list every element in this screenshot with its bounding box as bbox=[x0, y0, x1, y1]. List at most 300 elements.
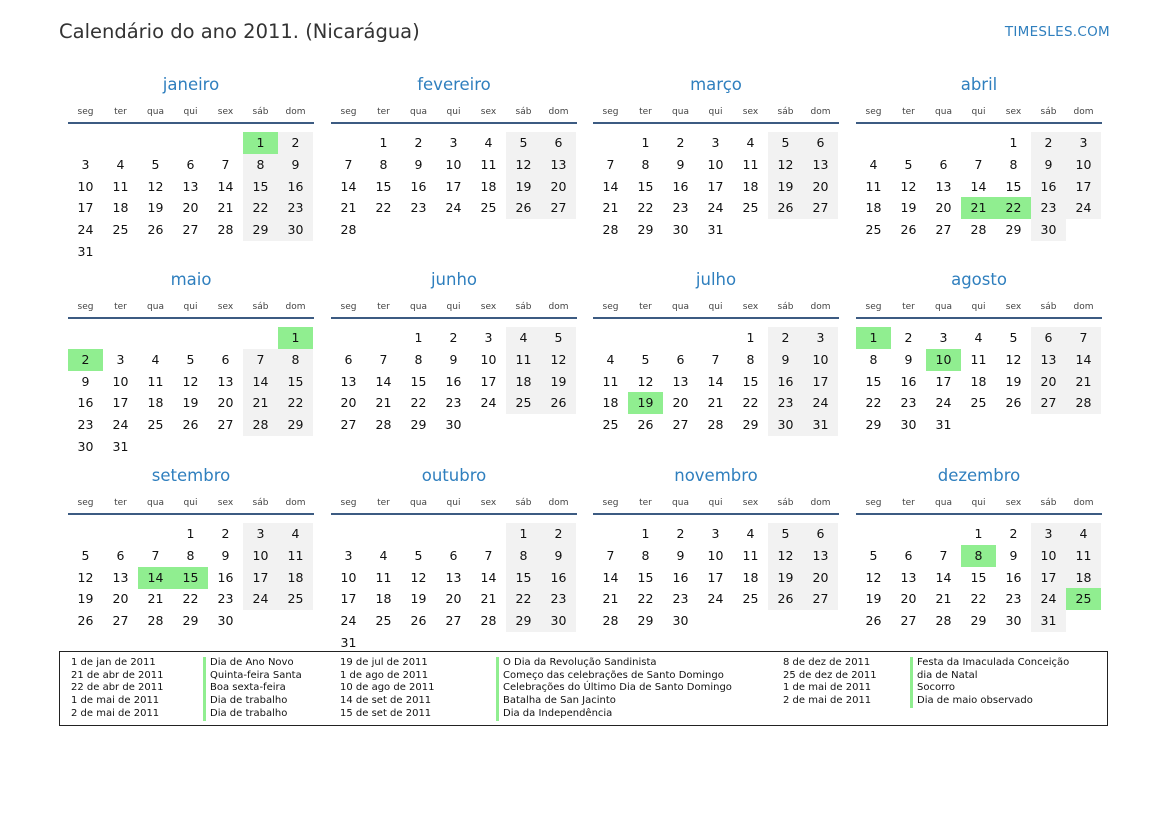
month-name: dezembro bbox=[937, 466, 1021, 485]
day-cell: 19 bbox=[77, 591, 94, 607]
legend-date: 2 de mai de 2011 bbox=[783, 695, 872, 707]
weekday-header: ter bbox=[377, 107, 390, 117]
day-cell: 27 bbox=[217, 417, 234, 433]
day-cell: 26 bbox=[147, 222, 164, 238]
day-cell: 8 bbox=[869, 351, 878, 367]
legend-holiday-name: Socorro bbox=[910, 682, 955, 695]
day-cell: 26 bbox=[410, 613, 427, 629]
holiday-day-cell: 22 bbox=[996, 197, 1031, 219]
day-cell: 9 bbox=[768, 349, 803, 371]
day-cell: 6 bbox=[803, 132, 838, 154]
day-cell: 6 bbox=[541, 132, 576, 154]
day-cell: 28 bbox=[602, 613, 619, 629]
day-cell: 9 bbox=[414, 156, 423, 172]
month-name: fevereiro bbox=[417, 75, 491, 94]
day-cell: 11 bbox=[480, 156, 497, 172]
day-cell: 7 bbox=[344, 156, 353, 172]
weekday-header: dom bbox=[548, 107, 569, 117]
day-cell: 24 bbox=[243, 588, 278, 610]
month-divider bbox=[331, 513, 577, 515]
weekday-header: qua bbox=[410, 498, 427, 508]
month-name: julho bbox=[695, 270, 737, 289]
day-cell: 22 bbox=[865, 395, 882, 411]
day-cell: 16 bbox=[900, 373, 917, 389]
month-divider bbox=[593, 122, 839, 124]
day-cell: 22 bbox=[375, 200, 392, 216]
day-cell: 26 bbox=[506, 197, 541, 219]
day-cell: 25 bbox=[147, 417, 164, 433]
day-cell: 8 bbox=[641, 156, 650, 172]
day-cell: 20 bbox=[445, 591, 462, 607]
day-cell: 5 bbox=[768, 132, 803, 154]
weekday-header: qua bbox=[935, 107, 952, 117]
day-cell: 29 bbox=[1005, 222, 1022, 238]
day-cell: 11 bbox=[970, 351, 987, 367]
day-cell: 22 bbox=[243, 197, 278, 219]
legend-date: 21 de abr de 2011 bbox=[71, 669, 164, 681]
day-cell: 19 bbox=[768, 567, 803, 589]
month-divider bbox=[68, 513, 314, 515]
day-cell: 9 bbox=[1009, 547, 1018, 563]
day-cell: 31 bbox=[77, 244, 94, 259]
day-cell: 9 bbox=[449, 351, 458, 367]
day-cell: 16 bbox=[541, 567, 576, 589]
day-cell: 19 bbox=[182, 395, 199, 411]
day-cell: 21 bbox=[602, 200, 619, 216]
day-cell: 16 bbox=[217, 569, 234, 585]
day-cell: 23 bbox=[672, 591, 689, 607]
weekday-header: ter bbox=[902, 107, 915, 117]
weekday-header: sex bbox=[480, 498, 497, 508]
weekday-header: qui bbox=[971, 302, 986, 312]
weekday-header: qui bbox=[183, 302, 198, 312]
legend-date: 2 de mai de 2011 bbox=[71, 707, 160, 719]
day-cell: 6 bbox=[676, 351, 685, 367]
day-cell: 21 bbox=[375, 395, 392, 411]
day-cell: 30 bbox=[1031, 219, 1066, 241]
day-cell: 9 bbox=[904, 351, 913, 367]
day-cell: 13 bbox=[541, 154, 576, 176]
day-cell: 24 bbox=[480, 395, 497, 411]
weekday-header: qua bbox=[672, 498, 689, 508]
day-cell: 24 bbox=[340, 613, 357, 629]
month-name: janeiro bbox=[162, 75, 220, 94]
day-cell: 20 bbox=[340, 395, 357, 411]
day-cell: 3 bbox=[711, 526, 720, 541]
day-cell: 20 bbox=[541, 176, 576, 198]
weekday-header: sex bbox=[217, 302, 234, 312]
weekday-header: sex bbox=[1005, 107, 1022, 117]
day-cell: 12 bbox=[1005, 351, 1022, 367]
day-cell: 29 bbox=[637, 613, 654, 629]
day-cell: 14 bbox=[217, 178, 234, 194]
day-cell: 7 bbox=[1066, 327, 1101, 349]
day-cell: 30 bbox=[672, 613, 689, 629]
day-cell: 1 bbox=[506, 523, 541, 545]
legend-holiday-name: Dia de trabalho bbox=[203, 708, 287, 721]
day-cell: 2 bbox=[768, 327, 803, 349]
day-cell: 23 bbox=[541, 588, 576, 610]
weekday-header: seg bbox=[77, 302, 94, 312]
day-cell: 29 bbox=[865, 417, 882, 433]
day-cell: 28 bbox=[217, 222, 234, 238]
day-cell: 23 bbox=[445, 395, 462, 411]
weekday-header: ter bbox=[114, 107, 127, 117]
day-cell: 30 bbox=[278, 219, 313, 241]
weekday-header: sáb bbox=[777, 107, 794, 117]
weekday-header: ter bbox=[114, 498, 127, 508]
day-cell: 25 bbox=[742, 591, 759, 607]
day-cell: 30 bbox=[445, 417, 462, 433]
day-cell: 9 bbox=[221, 547, 230, 563]
day-cell: 19 bbox=[865, 591, 882, 607]
day-cell: 15 bbox=[375, 178, 392, 194]
day-cell: 23 bbox=[1005, 591, 1022, 607]
day-cell: 24 bbox=[803, 392, 838, 414]
month-name: junho bbox=[430, 270, 478, 289]
weekday-header: dom bbox=[285, 498, 306, 508]
day-cell: 20 bbox=[112, 591, 129, 607]
weekday-header: sáb bbox=[515, 498, 532, 508]
day-cell: 8 bbox=[1009, 156, 1018, 172]
day-cell: 13 bbox=[112, 569, 129, 585]
day-cell: 19 bbox=[900, 200, 917, 216]
month-divider bbox=[856, 317, 1102, 319]
day-cell: 23 bbox=[77, 417, 94, 433]
day-cell: 1 bbox=[186, 526, 195, 541]
weekday-header: seg bbox=[77, 107, 94, 117]
weekday-header: qua bbox=[935, 498, 952, 508]
day-cell: 2 bbox=[221, 526, 230, 541]
day-cell: 23 bbox=[1031, 197, 1066, 219]
day-cell: 6 bbox=[186, 156, 195, 172]
day-cell: 27 bbox=[935, 222, 952, 238]
day-cell: 4 bbox=[746, 135, 755, 150]
day-cell: 13 bbox=[217, 373, 234, 389]
day-cell: 3 bbox=[243, 523, 278, 545]
month-divider bbox=[331, 317, 577, 319]
day-cell: 27 bbox=[340, 417, 357, 433]
day-cell: 15 bbox=[637, 178, 654, 194]
day-cell: 3 bbox=[803, 327, 838, 349]
day-cell: 7 bbox=[711, 351, 720, 367]
day-cell: 5 bbox=[151, 156, 160, 172]
weekday-header: sex bbox=[480, 302, 497, 312]
day-cell: 6 bbox=[116, 547, 125, 563]
day-cell: 25 bbox=[278, 588, 313, 610]
day-cell: 18 bbox=[506, 371, 541, 393]
day-cell: 17 bbox=[803, 371, 838, 393]
legend-date: 22 de abr de 2011 bbox=[71, 682, 164, 694]
day-cell: 24 bbox=[1066, 197, 1101, 219]
legend-date: 1 de mai de 2011 bbox=[783, 682, 872, 694]
weekday-header: sex bbox=[1005, 302, 1022, 312]
weekday-header: sex bbox=[742, 498, 759, 508]
day-cell: 10 bbox=[1066, 154, 1101, 176]
weekday-header: sáb bbox=[252, 498, 269, 508]
legend-holiday-name: Festa da Imaculada Conceição bbox=[910, 657, 1069, 670]
day-cell: 6 bbox=[344, 351, 353, 367]
holiday-day-cell: 1 bbox=[243, 132, 278, 154]
day-cell: 30 bbox=[768, 414, 803, 436]
day-cell: 5 bbox=[186, 351, 195, 367]
day-cell: 16 bbox=[768, 371, 803, 393]
weekday-header: sáb bbox=[1040, 498, 1057, 508]
day-cell: 15 bbox=[243, 176, 278, 198]
site-logo-link[interactable]: TIMESLES.COM bbox=[1004, 24, 1110, 40]
day-cell: 23 bbox=[217, 591, 234, 607]
day-cell: 4 bbox=[379, 547, 388, 563]
day-cell: 17 bbox=[445, 178, 462, 194]
day-cell: 12 bbox=[77, 569, 94, 585]
day-cell: 9 bbox=[1031, 154, 1066, 176]
legend-holiday-name: Dia da Independência bbox=[496, 708, 612, 721]
day-cell: 21 bbox=[1066, 371, 1101, 393]
weekday-header: ter bbox=[377, 302, 390, 312]
legend-holiday-name: Começo das celebrações de Santo Domingo bbox=[496, 670, 724, 683]
weekday-header: sex bbox=[217, 107, 234, 117]
month-name: outubro bbox=[421, 466, 487, 485]
day-cell: 8 bbox=[506, 545, 541, 567]
day-cell: 25 bbox=[742, 200, 759, 216]
day-cell: 12 bbox=[147, 178, 164, 194]
weekday-header: seg bbox=[602, 107, 619, 117]
weekday-header: sáb bbox=[1040, 107, 1057, 117]
day-cell: 25 bbox=[865, 222, 882, 238]
day-cell: 21 bbox=[243, 392, 278, 414]
day-cell: 27 bbox=[803, 197, 838, 219]
legend-date: 15 de set de 2011 bbox=[340, 707, 432, 719]
month-divider bbox=[331, 122, 577, 124]
day-cell: 17 bbox=[707, 178, 724, 194]
weekday-header: seg bbox=[77, 498, 94, 508]
day-cell: 2 bbox=[676, 526, 685, 541]
weekday-header: dom bbox=[1073, 107, 1094, 117]
day-cell: 13 bbox=[672, 373, 689, 389]
day-cell: 17 bbox=[1066, 176, 1101, 198]
legend-holiday-name: O Dia da Revolução Sandinista bbox=[496, 657, 657, 670]
weekday-header: qua bbox=[410, 302, 427, 312]
day-cell: 16 bbox=[278, 176, 313, 198]
weekday-header: qui bbox=[708, 107, 723, 117]
day-cell: 3 bbox=[1031, 523, 1066, 545]
day-cell: 28 bbox=[970, 222, 987, 238]
weekday-header: qui bbox=[446, 302, 461, 312]
day-cell: 9 bbox=[676, 547, 685, 563]
day-cell: 5 bbox=[1009, 330, 1018, 345]
day-cell: 13 bbox=[935, 178, 952, 194]
day-cell: 17 bbox=[112, 395, 129, 411]
day-cell: 20 bbox=[900, 591, 917, 607]
day-cell: 10 bbox=[480, 351, 497, 367]
day-cell: 6 bbox=[1031, 327, 1066, 349]
day-cell: 26 bbox=[900, 222, 917, 238]
legend-date: 1 de ago de 2011 bbox=[340, 669, 429, 681]
weekday-header: ter bbox=[639, 107, 652, 117]
day-cell: 16 bbox=[672, 178, 689, 194]
day-cell: 29 bbox=[182, 613, 199, 629]
day-cell: 21 bbox=[217, 200, 234, 216]
day-cell: 26 bbox=[1005, 395, 1022, 411]
weekday-header: dom bbox=[1073, 302, 1094, 312]
day-cell: 28 bbox=[1066, 392, 1101, 414]
day-cell: 22 bbox=[278, 392, 313, 414]
day-cell: 2 bbox=[541, 523, 576, 545]
day-cell: 13 bbox=[182, 178, 199, 194]
day-cell: 12 bbox=[541, 349, 576, 371]
day-cell: 11 bbox=[1066, 545, 1101, 567]
day-cell: 3 bbox=[449, 135, 458, 150]
day-cell: 22 bbox=[410, 395, 427, 411]
day-cell: 26 bbox=[77, 613, 94, 629]
legend-holiday-name: Batalha de San Jacinto bbox=[496, 695, 616, 708]
weekday-header: qua bbox=[147, 302, 164, 312]
weekday-header: ter bbox=[639, 302, 652, 312]
day-cell: 28 bbox=[707, 417, 724, 433]
day-cell: 24 bbox=[707, 200, 724, 216]
day-cell: 13 bbox=[803, 545, 838, 567]
holiday-day-cell: 21 bbox=[961, 197, 996, 219]
day-cell: 20 bbox=[935, 200, 952, 216]
day-cell: 8 bbox=[186, 547, 195, 563]
day-cell: 5 bbox=[904, 156, 913, 172]
month-divider bbox=[856, 513, 1102, 515]
day-cell: 18 bbox=[375, 591, 392, 607]
day-cell: 13 bbox=[445, 569, 462, 585]
legend-holiday-name: Celebrações do Último Dia de Santo Domingo bbox=[496, 682, 732, 695]
day-cell: 18 bbox=[742, 569, 759, 585]
day-cell: 9 bbox=[278, 154, 313, 176]
day-cell: 3 bbox=[1066, 132, 1101, 154]
day-cell: 1 bbox=[379, 135, 388, 150]
day-cell: 4 bbox=[506, 327, 541, 349]
day-cell: 16 bbox=[410, 178, 427, 194]
weekday-header: qua bbox=[147, 107, 164, 117]
holiday-day-cell: 14 bbox=[138, 567, 173, 589]
day-cell: 17 bbox=[935, 373, 952, 389]
day-cell: 4 bbox=[278, 523, 313, 545]
month-name: setembro bbox=[151, 466, 231, 485]
day-cell: 26 bbox=[865, 613, 882, 629]
month-divider bbox=[593, 513, 839, 515]
day-cell: 21 bbox=[602, 591, 619, 607]
weekday-header: qui bbox=[971, 498, 986, 508]
weekday-header: ter bbox=[377, 498, 390, 508]
day-cell: 29 bbox=[243, 219, 278, 241]
day-cell: 16 bbox=[672, 569, 689, 585]
day-cell: 13 bbox=[1031, 349, 1066, 371]
day-cell: 5 bbox=[641, 351, 650, 367]
day-cell: 18 bbox=[742, 178, 759, 194]
month-divider bbox=[68, 317, 314, 319]
day-cell: 18 bbox=[480, 178, 497, 194]
day-cell: 6 bbox=[904, 547, 913, 563]
day-cell: 28 bbox=[340, 222, 357, 238]
weekday-header: qui bbox=[708, 302, 723, 312]
day-cell: 18 bbox=[147, 395, 164, 411]
weekday-header: sex bbox=[217, 498, 234, 508]
day-cell: 14 bbox=[375, 373, 392, 389]
holiday-day-cell: 19 bbox=[628, 392, 663, 414]
legend-date: 8 de dez de 2011 bbox=[783, 657, 871, 668]
weekday-header: qua bbox=[672, 302, 689, 312]
weekday-header: sex bbox=[742, 107, 759, 117]
day-cell: 30 bbox=[217, 613, 234, 629]
day-cell: 24 bbox=[935, 395, 952, 411]
day-cell: 21 bbox=[147, 591, 164, 607]
weekday-header: dom bbox=[1073, 498, 1094, 508]
day-cell: 12 bbox=[865, 569, 882, 585]
day-cell: 22 bbox=[970, 591, 987, 607]
day-cell: 28 bbox=[147, 613, 164, 629]
day-cell: 1 bbox=[1009, 135, 1018, 150]
day-cell: 31 bbox=[935, 417, 952, 433]
day-cell: 15 bbox=[865, 373, 882, 389]
weekday-header: sáb bbox=[515, 107, 532, 117]
weekday-header: qui bbox=[971, 107, 986, 117]
day-cell: 27 bbox=[803, 588, 838, 610]
day-cell: 11 bbox=[742, 547, 759, 563]
day-cell: 26 bbox=[541, 392, 576, 414]
day-cell: 12 bbox=[637, 373, 654, 389]
day-cell: 15 bbox=[410, 373, 427, 389]
weekday-header: qui bbox=[183, 107, 198, 117]
day-cell: 15 bbox=[278, 371, 313, 393]
day-cell: 11 bbox=[112, 178, 129, 194]
day-cell: 3 bbox=[711, 135, 720, 150]
weekday-header: qua bbox=[935, 302, 952, 312]
weekday-header: seg bbox=[340, 107, 357, 117]
day-cell: 13 bbox=[803, 154, 838, 176]
day-cell: 25 bbox=[112, 222, 129, 238]
day-cell: 10 bbox=[707, 547, 724, 563]
day-cell: 3 bbox=[484, 330, 493, 345]
day-cell: 4 bbox=[869, 156, 878, 172]
day-cell: 12 bbox=[182, 373, 199, 389]
weekday-header: sex bbox=[742, 302, 759, 312]
weekday-header: seg bbox=[865, 498, 882, 508]
day-cell: 4 bbox=[484, 135, 493, 150]
day-cell: 15 bbox=[742, 373, 759, 389]
day-cell: 9 bbox=[541, 545, 576, 567]
day-cell: 1 bbox=[641, 526, 650, 541]
day-cell: 7 bbox=[243, 349, 278, 371]
day-cell: 8 bbox=[746, 351, 755, 367]
weekday-header: dom bbox=[285, 302, 306, 312]
day-cell: 5 bbox=[869, 547, 878, 563]
weekday-header: seg bbox=[865, 302, 882, 312]
day-cell: 21 bbox=[480, 591, 497, 607]
legend-holiday-name: Boa sexta-feira bbox=[203, 682, 286, 695]
legend-holiday-name: Dia de maio observado bbox=[910, 695, 1033, 708]
day-cell: 5 bbox=[81, 547, 90, 563]
weekday-header: seg bbox=[865, 107, 882, 117]
weekday-header: qua bbox=[672, 107, 689, 117]
day-cell: 23 bbox=[900, 395, 917, 411]
day-cell: 28 bbox=[375, 417, 392, 433]
day-cell: 16 bbox=[1005, 569, 1022, 585]
weekday-header: sex bbox=[480, 107, 497, 117]
weekday-header: seg bbox=[602, 498, 619, 508]
weekday-header: qui bbox=[183, 498, 198, 508]
day-cell: 18 bbox=[1066, 567, 1101, 589]
day-cell: 18 bbox=[602, 395, 619, 411]
day-cell: 24 bbox=[77, 222, 94, 238]
day-cell: 8 bbox=[414, 351, 423, 367]
day-cell: 4 bbox=[1066, 523, 1101, 545]
holiday-day-cell: 10 bbox=[926, 349, 961, 371]
day-cell: 30 bbox=[1005, 613, 1022, 629]
